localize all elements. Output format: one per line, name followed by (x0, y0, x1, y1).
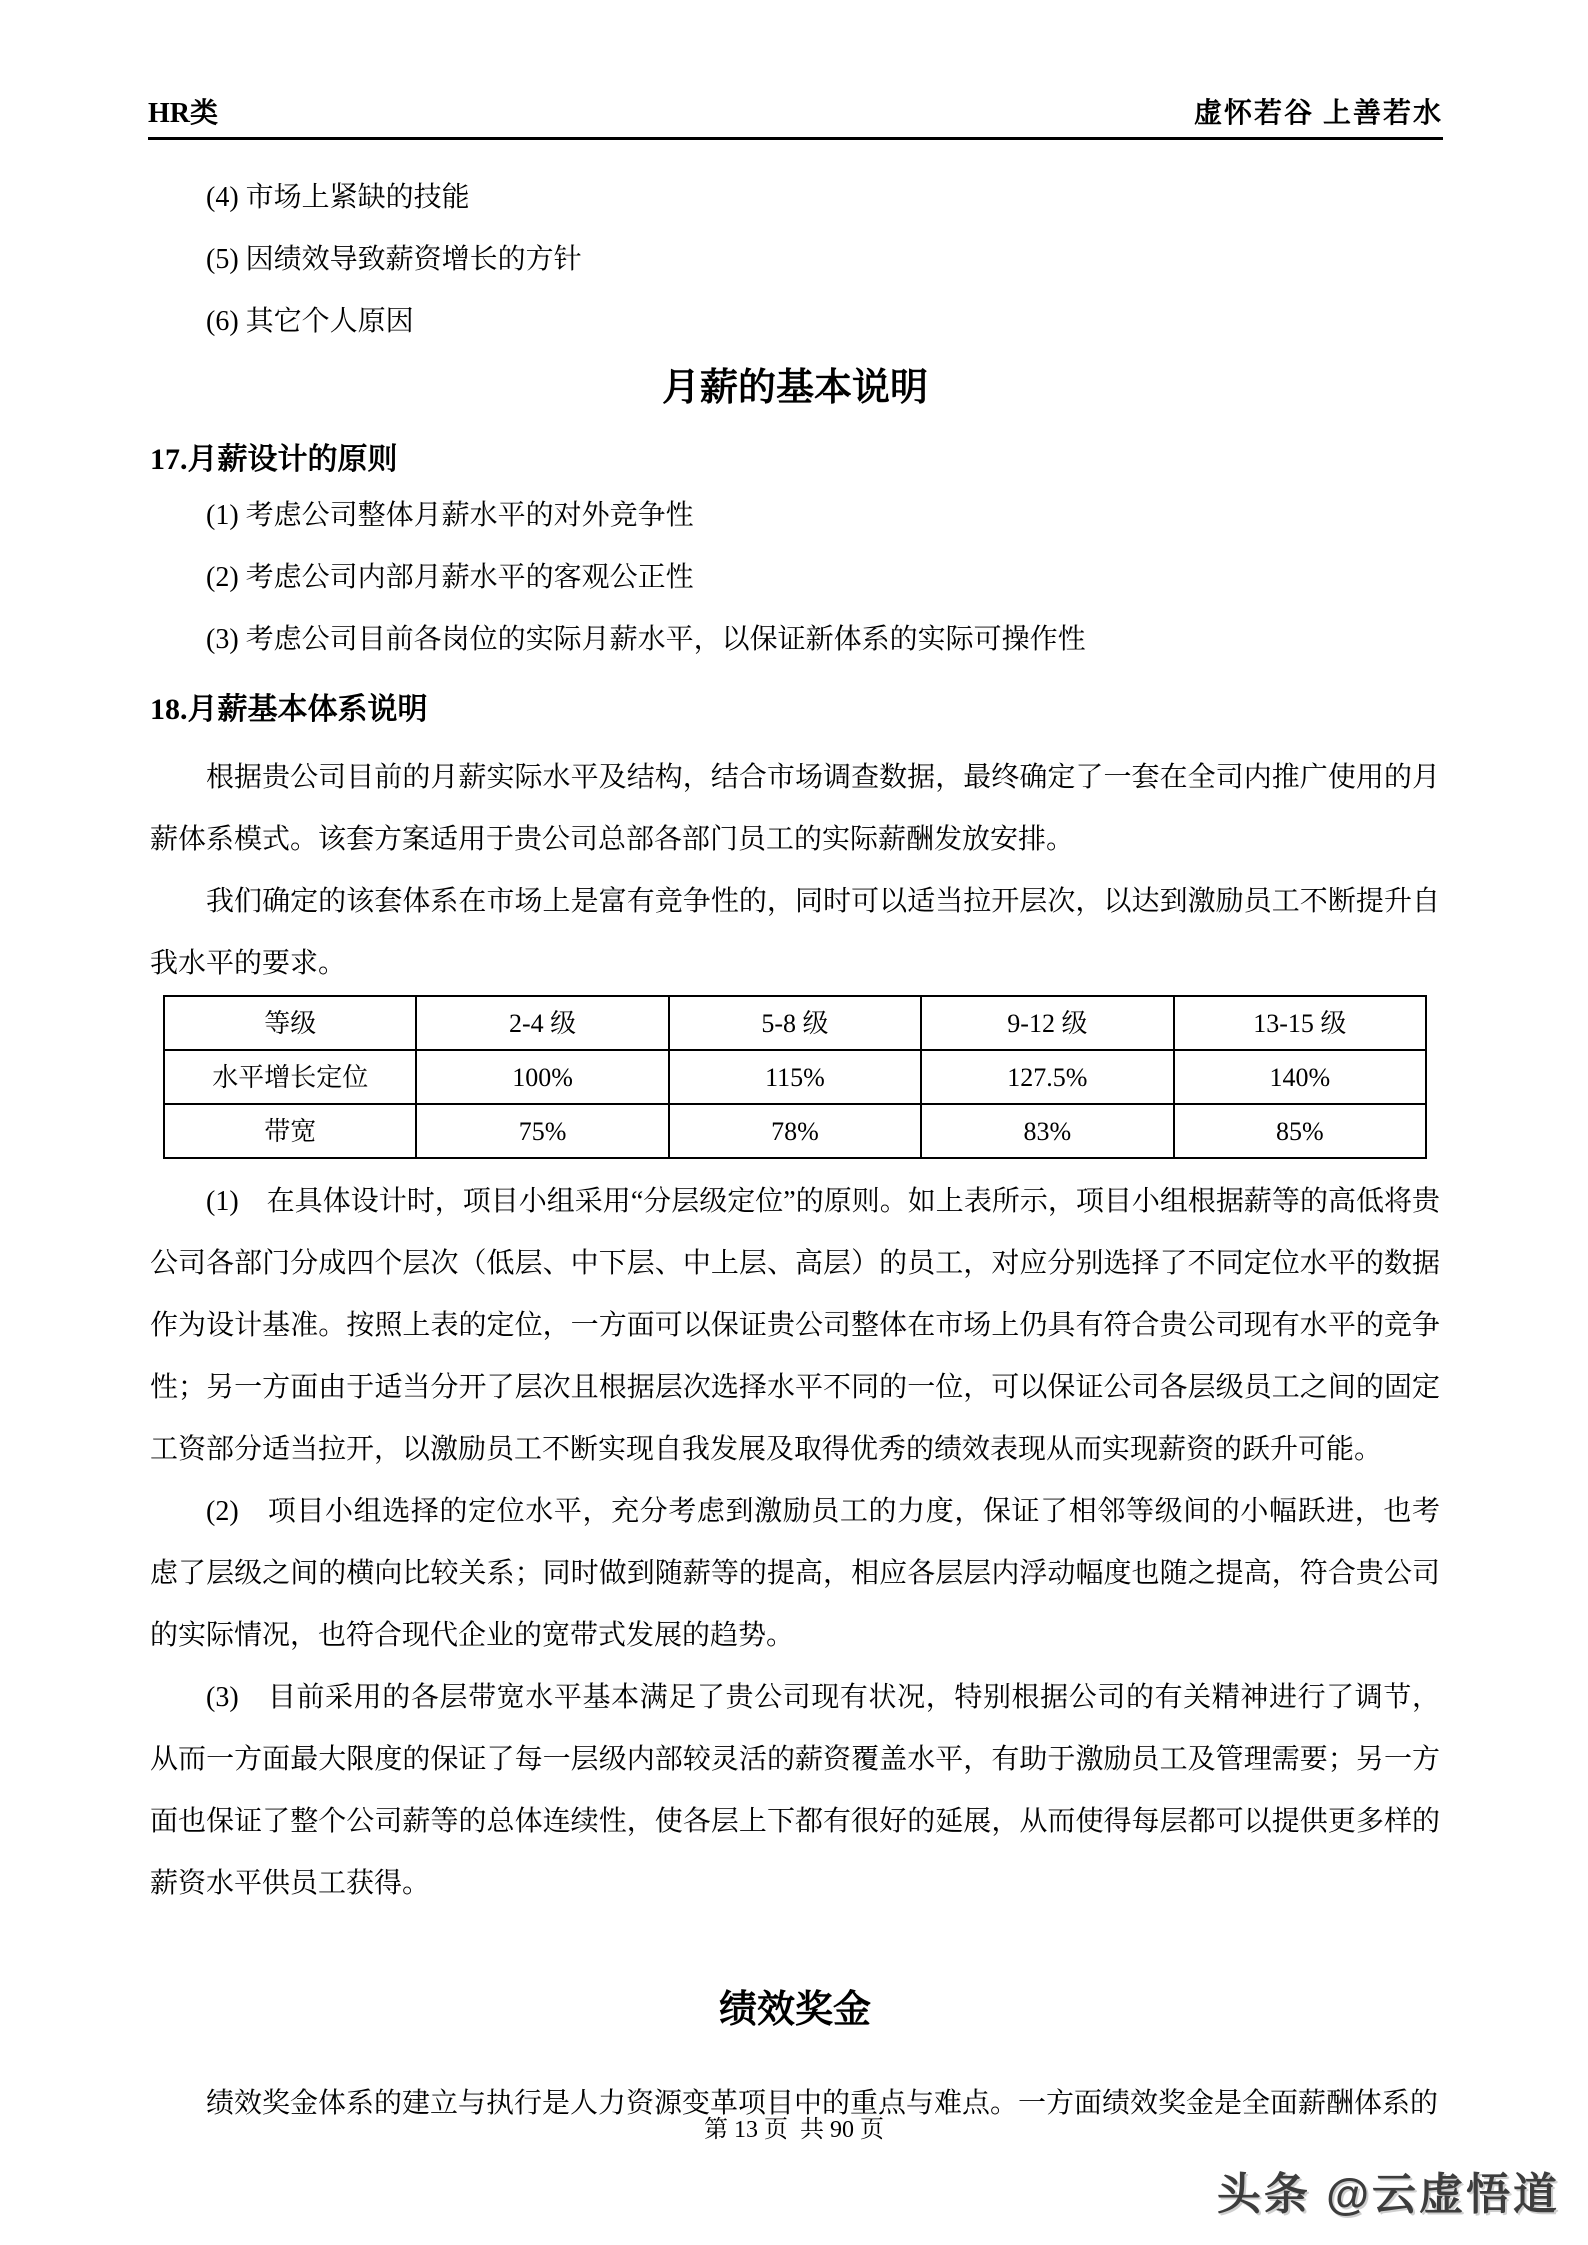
section-18-title: 18.月薪基本体系说明 (150, 693, 428, 727)
section-17-title: 17.月薪设计的原则 (150, 443, 398, 477)
bandwidth-9-12: 83% (921, 1104, 1173, 1158)
list-item-5: (5) 因绩效导致薪资增长的方针 (206, 244, 582, 276)
table-header-grade-13-15: 13-15 级 (1174, 996, 1426, 1050)
list-item-4: (4) 市场上紧缺的技能 (206, 182, 470, 214)
heading-monthly-salary: 月薪的基本说明 (661, 367, 928, 410)
table-header-grade-5-8: 5-8 级 (669, 996, 921, 1050)
table-header-grade-2-4: 2-4 级 (416, 996, 668, 1050)
row-label-growth-positioning: 水平增长定位 (164, 1050, 416, 1104)
analysis-paragraph-2: (2) 项目小组选择的定位水平，充分考虑到激励员工的力度，保证了相邻等级间的小幅跃进，也考虑了层级之间的横向比较关系；同时做到随薪等的提高，相应各层层内浮动幅度也随之提高，符合贵公司的实际情况，也符合现代企业的宽带式发展的趋势。 (150, 1496, 1440, 1652)
growth-positioning-9-12: 127.5% (921, 1050, 1173, 1104)
table-header-grade-9-12: 9-12 级 (921, 996, 1173, 1050)
section-17-item-1: (1) 考虑公司整体月薪水平的对外竞争性 (206, 500, 694, 532)
watermark: 头条 @云虚悟道 (1216, 2170, 1560, 2219)
list-item-6: (6) 其它个人原因 (206, 306, 414, 338)
bandwidth-5-8: 78% (669, 1104, 921, 1158)
performance-bonus-intro-paragraph: 绩效奖金体系的建立与执行是人力资源变革项目中的重点与难点。一方面绩效奖金是全面薪酬体系的 (206, 2088, 1439, 2120)
analysis-paragraph-1: (1) 在具体设计时，项目小组采用“分层级定位”的原则。如上表所示，项目小组根据薪等的高低将贵公司各部门分成四个层次（低层、中下层、中上层、高层）的员工，对应分别选择了不同定位水平的数据作为设计基准。按照上表的定位，一方面可以保证贵公司整体在市场上仍具有符合贵公司现有水平的竞争性；另一方面由于适当分开了层次且根据层次选择水平不同的一位，可以保证公司各层级员工之间的固定工资部分适当拉开，以激励员工不断实现自我发展及取得优秀的绩效表现从而实现薪资的跃升可能。 (150, 1186, 1440, 1466)
row-label-bandwidth: 带宽 (164, 1104, 416, 1158)
section-18-paragraph-2: 我们确定的该套体系在市场上是富有竞争性的，同时可以适当拉开层次，以达到激励员工不断提升自我水平的要求。 (150, 886, 1440, 980)
table-header-row (164, 996, 1426, 1050)
section-17-item-3: (3) 考虑公司目前各岗位的实际月薪水平，以保证新体系的实际可操作性 (206, 624, 1086, 656)
growth-positioning-13-15: 140% (1174, 1050, 1426, 1104)
header-motto: 虚怀若谷 上善若水 (1193, 98, 1443, 129)
table-header-grade: 等级 (164, 996, 416, 1050)
section-17-item-2: (2) 考虑公司内部月薪水平的客观公正性 (206, 562, 694, 594)
header-category-label: HR类 (148, 98, 219, 129)
bandwidth-2-4: 75% (416, 1104, 668, 1158)
analysis-paragraph-3: (3) 目前采用的各层带宽水平基本满足了贵公司现有状况，特别根据公司的有关精神进行了调节，从而一方面最大限度的保证了每一层级内部较灵活的薪资覆盖水平，有助于激励员工及管理需要；另一方面也保证了整个公司薪等的总体连续性，使各层上下都有很好的延展，从而使得每层都可以提供更多样的薪资水平供员工获得。 (150, 1682, 1440, 1900)
salary-positioning-table (163, 995, 1427, 1159)
section-18-paragraph-1: 根据贵公司目前的月薪实际水平及结构，结合市场调查数据，最终确定了一套在全司内推广使用的月薪体系模式。该套方案适用于贵公司总部各部门员工的实际薪酬发放安排。 (150, 762, 1440, 856)
table-row-bandwidth (164, 1104, 1426, 1158)
heading-performance-bonus: 绩效奖金 (718, 1989, 871, 2032)
header-rule (148, 137, 1443, 140)
growth-positioning-5-8: 115% (669, 1050, 921, 1104)
bandwidth-13-15: 85% (1174, 1104, 1426, 1158)
growth-positioning-2-4: 100% (416, 1050, 668, 1104)
page-footer: 第 13 页 共 90 页 (704, 2117, 884, 2143)
page-header (148, 0, 1443, 130)
table-row-growth-positioning (164, 1050, 1426, 1104)
document-content (150, 167, 1440, 2135)
